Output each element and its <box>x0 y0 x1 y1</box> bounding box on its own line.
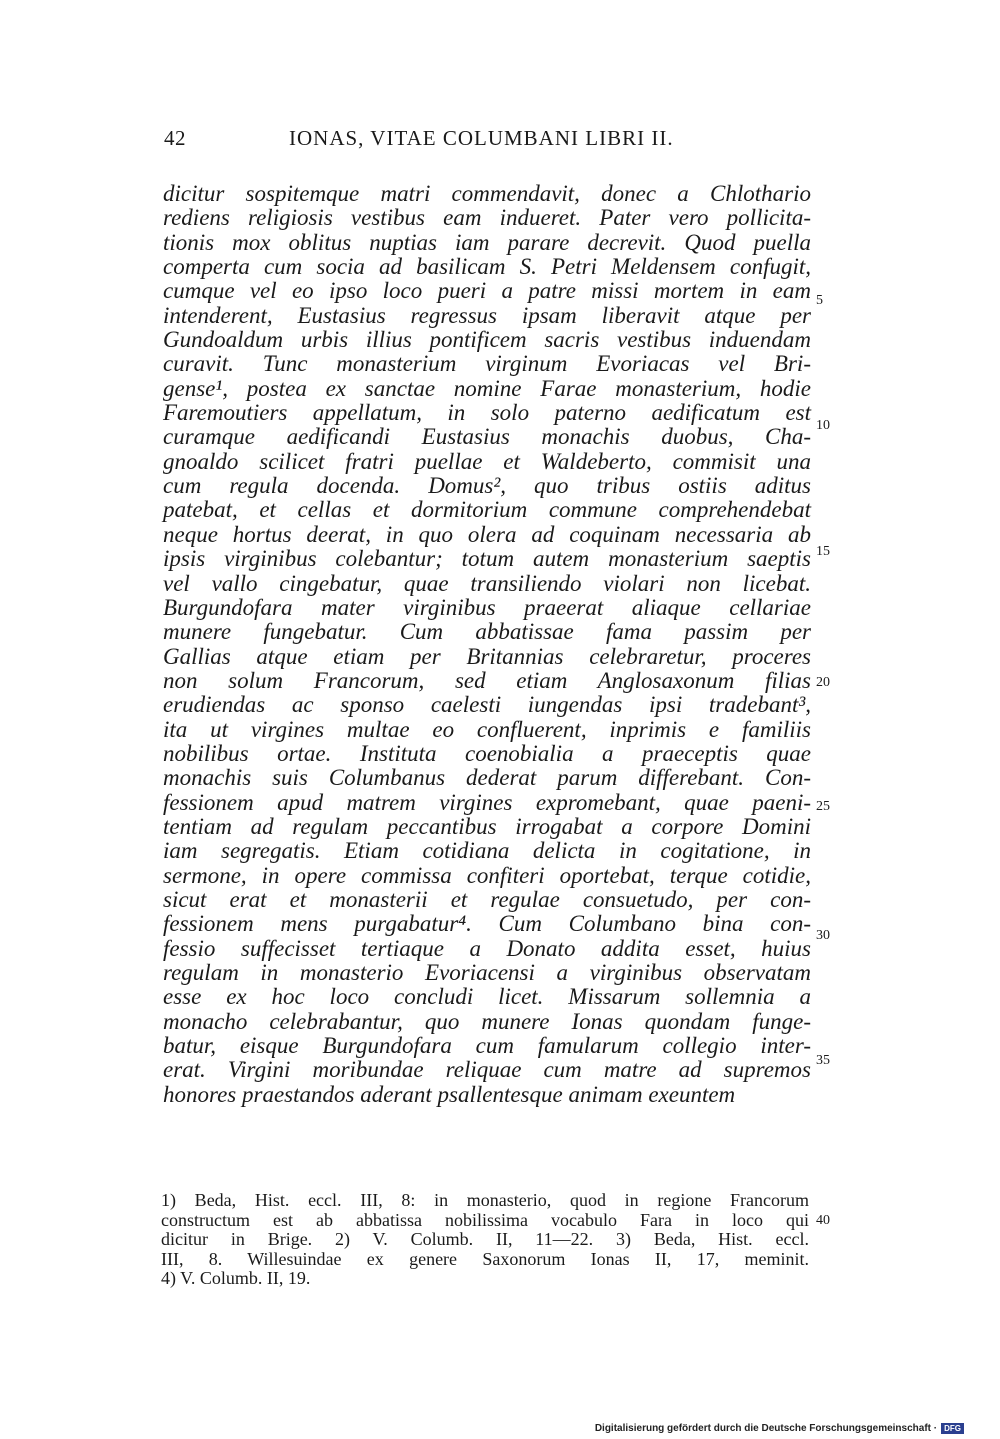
text-line: esse ex hoc loco concludi licet. Missarum sollemnia a <box>163 984 811 1010</box>
page-number: 42 <box>164 126 186 150</box>
line-number: 30 <box>816 928 830 943</box>
text-line: curamque aedificandi Eustasius monachis duobus, Cha- <box>163 424 811 450</box>
text-line: rediens religiosis vestibus eam indueret. Pater vero pollicita- <box>163 205 811 231</box>
text-line: munere fungebatur. Cum abbatissae fama passim per <box>163 619 811 645</box>
funding-note <box>595 1423 964 1434</box>
line-number: 35 <box>816 1053 830 1068</box>
footnote-line: constructum est ab abbatissa nobilissima vocabulo Fara in loco qui <box>161 1209 809 1230</box>
text-line: monachis suis Columbanus dederat parum differebant. Con- <box>163 765 811 791</box>
text-line: iam segregatis. Etiam cotidiana delicta in cogitatione, in <box>163 838 811 864</box>
text-line: tentiam ad regulam peccantibus irrogabat a corpore Domini <box>163 813 811 839</box>
running-title: IONAS, VITAE COLUMBANI LIBRI II. <box>289 126 674 150</box>
text-line: ita ut virgines multae eo confluerent, inprimis e familiis <box>163 716 811 742</box>
text-line: Faremoutiers appellatum, in solo paterno aedificatum est <box>163 400 811 426</box>
line-number: 15 <box>816 544 830 559</box>
line-number: 20 <box>816 675 830 690</box>
footnotes <box>161 1191 809 1289</box>
text-line: gense¹, postea ex sanctae nomine Farae monasterium, hodie <box>163 375 811 401</box>
text-line: monacho celebrabantur, quo munere Ionas quondam funge- <box>163 1008 811 1034</box>
text-line: comperta cum socia ad basilicam S. Petri Meldensem confugit, <box>163 254 811 280</box>
main-text <box>163 182 811 1107</box>
text-line: sicut erat et monasterii et regulae consuetudo, per con- <box>163 886 811 912</box>
footnote-line: III, 8. Willesuindae ex genere Saxonorum Ionas II, 17, meminit. <box>161 1248 809 1269</box>
dfg-logo: DFG <box>941 1423 964 1434</box>
text-line: vel vallo cingebatur, quae transiliendo violari non licebat. <box>163 570 811 596</box>
text-line: ipsis virginibus colebantur; totum autem monasterium saeptis <box>163 546 811 572</box>
text-line: erat. Virgini moribundae reliquae cum matre ad supremos <box>163 1057 811 1083</box>
footnote-line: 1) Beda, Hist. eccl. III, 8: in monasterio, quod in regione Francorum <box>161 1190 809 1210</box>
text-line: sermone, in opere commissa confiteri oportebat, terque cotidie, <box>163 862 811 888</box>
text-line: patebat, et cellas et dormitorium commune comprehendebat <box>163 497 811 523</box>
line-number: 5 <box>816 293 823 308</box>
footnote-line: 4) V. Columb. II, 19. <box>161 1268 311 1288</box>
text-line: dicitur sospitemque matri commendavit, donec a Chlothario <box>163 181 811 206</box>
text-line: erudiendas ac sponso caelesti iungendas ipsi tradebant³, <box>163 692 811 718</box>
text-line: fessionem mens purgabatur⁴. Cum Columbano bina con- <box>163 911 811 937</box>
text-line: fessionem apud matrem virgines expromebant, quae paeni- <box>163 789 811 815</box>
text-line: Gundoaldum urbis illius pontificem sacris vestibus induendam <box>163 327 811 353</box>
text-line: honores praestandos aderant psallentesque animam exeuntem <box>163 1081 736 1107</box>
footnote-line: dicitur in Brige. 2) V. Columb. II, 11—22. 3) Beda, Hist. eccl. <box>161 1229 809 1249</box>
text-line: cum regula docenda. Domus², quo tribus ostiis aditus <box>163 473 811 499</box>
text-line: regulam in monasterio Evoriacensi a virginibus observatam <box>163 960 811 985</box>
text-line: gnoaldo scilicet fratri puellae et Waldeberto, commisit una <box>163 448 811 474</box>
text-line: tionis mox oblitus nuptias iam parare decrevit. Quod puella <box>163 229 811 255</box>
text-line: curavit. Tunc monasterium virginum Evoriacas vel Bri- <box>163 351 811 377</box>
funding-note-text: Digitalisierung gefördert durch die Deutsche Forschungsgemeinschaft · <box>594 1423 938 1434</box>
footnote-line-number: 40 <box>816 1213 830 1228</box>
text-line: intenderent, Eustasius regressus ipsam liberavit atque per <box>163 302 811 328</box>
line-number: 10 <box>816 418 830 433</box>
text-line: batur, eisque Burgundofara cum famularum collegio inter- <box>163 1033 811 1059</box>
text-line: Gallias atque etiam per Britannias celebraretur, proceres <box>163 643 811 669</box>
text-line: Burgundofara mater virginibus praeerat aliaque cellariae <box>163 594 811 620</box>
text-line: nobilibus ortae. Instituta coenobialia a praeceptis quae <box>163 740 811 766</box>
line-number: 25 <box>816 799 830 814</box>
text-line: cumque vel eo ipso loco pueri a patre missi mortem in eam <box>163 278 811 304</box>
text-line: fessio suffecisset tertiaque a Donato addita esset, huius <box>163 935 811 961</box>
text-line: neque hortus deerat, in quo olera ad coquinam necessaria ab <box>163 521 811 547</box>
text-line: non solum Francorum, sed etiam Anglosaxonum filias <box>163 667 811 693</box>
